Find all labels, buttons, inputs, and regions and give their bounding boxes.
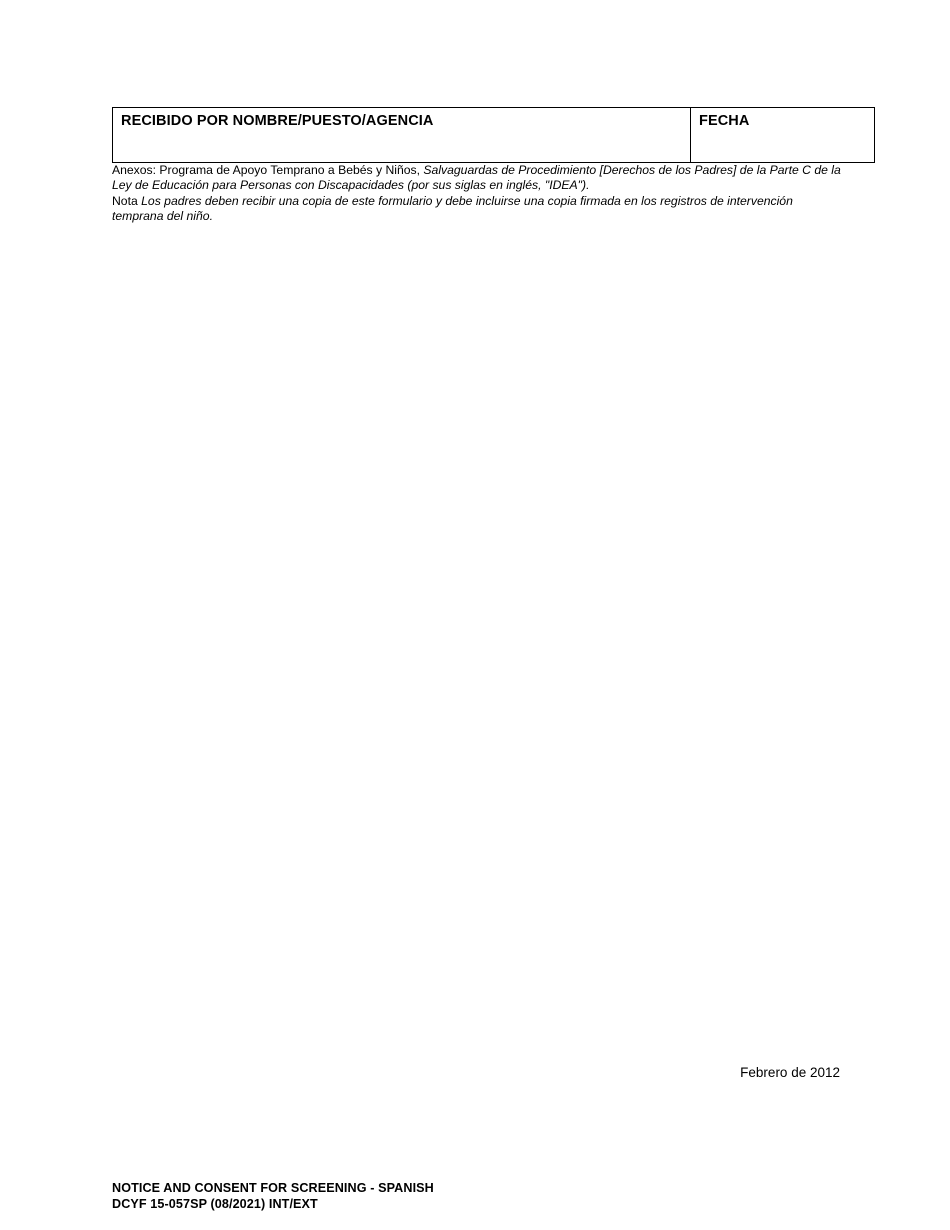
attachments-label: Anexos: xyxy=(112,163,157,177)
footer xyxy=(112,1180,434,1212)
notes-block xyxy=(112,163,841,225)
date-header: FECHA xyxy=(699,113,750,129)
receipt-table xyxy=(112,107,875,163)
revision-date: Febrero de 2012 xyxy=(740,1065,840,1080)
attachments-note xyxy=(112,163,841,194)
footer-form-number: DCYF 15-057SP (08/2021) INT/EXT xyxy=(112,1197,318,1212)
received-by-header: RECIBIDO POR NOMBRE/PUESTO/AGENCIA xyxy=(121,113,434,129)
attachments-text: Programa de Apoyo Temprano a Bebés y Niños, xyxy=(156,163,424,177)
attachments-text-italic: Salvaguardas de Procedimiento [Derechos de los Padres] de la Parte C de la Ley de Educación para Personas con Discapacidades (por sus siglas en inglés, "IDEA"). xyxy=(112,163,841,193)
parent-copy-note xyxy=(112,194,841,225)
note-text-italic: Los padres deben recibir una copia de este formulario y debe incluirse una copia firmada en los registros de intervención temprana del niño. xyxy=(112,193,793,224)
footer-title: NOTICE AND CONSENT FOR SCREENING - SPANISH xyxy=(112,1181,434,1195)
received-by-cell[interactable] xyxy=(113,108,691,163)
table-row xyxy=(113,108,875,163)
note-label: Nota xyxy=(112,193,138,208)
date-cell[interactable] xyxy=(691,108,875,163)
